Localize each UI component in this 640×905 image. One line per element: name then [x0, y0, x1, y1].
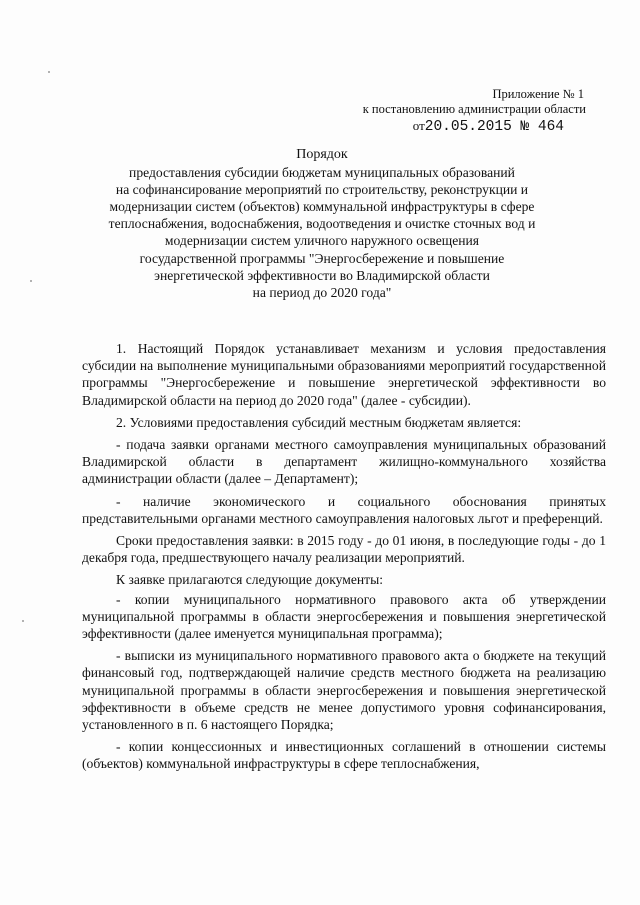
title-line: теплоснабжения, водоснабжения, водоотведения и очистке сточных вод и [108, 216, 536, 232]
title-line: энергетической эффективности во Владимирской области [154, 267, 490, 283]
document-body [82, 340, 606, 778]
paragraph: - копии концессионных и инвестиционных соглашений в отношении системы (объектов) коммунальной инфраструктуры в сфере теплоснабжения, [82, 739, 606, 772]
scan-speck [30, 280, 32, 282]
paragraph: - выписки из муниципального нормативного правового акта о бюджете на текущий финансовый год, подтверждающей наличие средств местного бюджета на реализацию муниципальной программы в области энергосбережения и повышения энергетической эффективности в объеме средств не менее допустимого уровня софинансирования, установленного в п. 6 настоящего Порядка; [82, 648, 606, 733]
title-line: предоставления субсидии бюджетам муниципальных образований [129, 165, 515, 181]
resolution-date-number [363, 118, 564, 135]
title-line: модернизации систем уличного наружного освещения [164, 233, 480, 249]
paragraph: Сроки предоставления заявки: в 2015 году - до 01 июня, в последующие годы - до 1 декабря года, предшествующего началу реализации мероприятий. [82, 533, 606, 566]
date-number: 20.05.2015 № 464 [424, 119, 564, 135]
date-prefix: от [412, 118, 425, 133]
resolution-reference: к постановлению администрации области [362, 102, 586, 116]
title-line: на период до 2020 года" [252, 284, 392, 300]
scan-speck [22, 620, 24, 622]
paragraph: - подача заявки органами местного самоуправления муниципальных образований Владимирской области в департамент жилищно-коммунального хозяйства администрации области (далее – Департамент); [82, 437, 606, 487]
paragraph: - наличие экономического и социального обоснования принятых представительными органами местного самоуправления налоговых льгот и преференций. [82, 493, 606, 526]
scan-speck [48, 71, 50, 73]
title-line: модернизации систем (объектов) коммунальной инфраструктуры в сфере [109, 199, 535, 215]
paragraph: 1. Настоящий Порядок устанавливает механизм и условия предоставления субсидии на выполнение муниципальными образованиями мероприятий государственной программы "Энергосбережение и повышение энергетической эффективности во Владимирской области на период до 2020 года" (далее - субсидии). [82, 341, 606, 408]
paragraph: - копии муниципального нормативного правового акта об утверждении муниципальной программы в области энергосбережения и повышения энергетической эффективности (далее именуется муниципальная программа); [82, 591, 606, 642]
appendix-number: Приложение № 1 [492, 87, 584, 101]
appendix-header [363, 87, 586, 135]
title-heading: Порядок [296, 147, 348, 162]
document-title [88, 146, 556, 301]
paragraph: К заявке прилагаются следующие документы: [116, 572, 383, 588]
title-line: государственной программы "Энергосбережение и повышение [139, 250, 505, 266]
title-line: на софинансирование мероприятий по строительству, реконструкции и [115, 182, 529, 198]
paragraph: 2. Условиями предоставления субсидий местным бюджетам является: [116, 414, 522, 430]
